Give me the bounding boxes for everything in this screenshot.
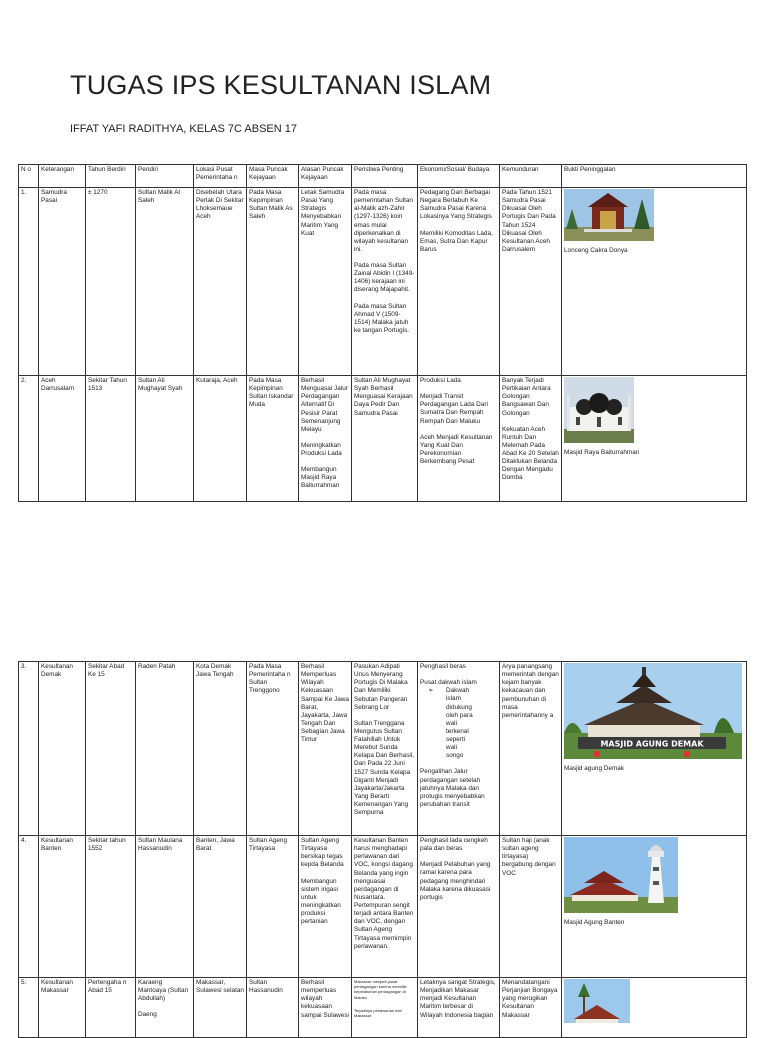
cell-tahun: Sekitar tahun 1552	[86, 836, 136, 978]
bukti-caption: Lonceng Cakra Donya	[564, 247, 628, 254]
header-masa: Masa Puncak Kejayaan	[247, 165, 299, 188]
cell-bukti	[562, 376, 747, 502]
cell-masa: Pada Masa Pemerintaha n Sultan Trenggono	[247, 662, 299, 836]
cell-peristiwa: Makassar menjadi pusat perdagangan karena memiliki kepelabuhan perdagangan di Maluku Terjadinya perlawanan dari Makassar	[352, 978, 418, 1038]
cell-pendiri: Sultan Malik Al Saleh	[136, 188, 194, 376]
cell-alasan: Berhasil Memperluas Wilayah Kekuasaan Sampai Ke Jawa Barat, Jayakarta, Jawa Tengah Dan Sebagian Jawa Timur	[299, 662, 352, 836]
bukti-caption: Masjid agung Demak	[564, 765, 625, 772]
cell-bukti	[562, 188, 747, 376]
cell-pendiri: Karaeng Mantoaya (Sultan Abdullah) Daeng	[136, 978, 194, 1038]
header-lokasi: Lokasi Pusat Pemerintaha n	[194, 165, 247, 188]
cell-masa: Sultan Ageng Tirtayasa	[247, 836, 299, 978]
lonceng-cakra-donya-photo	[564, 189, 654, 241]
makassar-heritage-photo	[564, 979, 630, 1023]
cell-no: 1.	[19, 188, 39, 376]
cell-alasan: Berhasil Menguasai Jalur Perdagangan Alternatif Di Pesisir Parat Semenanjung Melayu Meningkatkan Produksi Lada Membangun Masjid Raya Baiturrahman	[299, 376, 352, 502]
table-row	[19, 836, 747, 978]
cell-tahun: Sekitar Tahun 1513	[86, 376, 136, 502]
header-no: N o	[19, 165, 39, 188]
photo-sign-text: MASJID AGUNG DEMAK	[600, 739, 704, 749]
header-peristiwa: Peristiwa Penting	[352, 165, 418, 188]
bukti-caption: Masjid Agung Banten	[564, 919, 625, 926]
cell-keterangan: Kesultanan Demak	[39, 662, 86, 836]
cell-masa: Sultan Hassanudin	[247, 978, 299, 1038]
cell-no: 2.	[19, 376, 39, 502]
list-item: ➢ Dakwah islam didukung oleh para wali terkenal seperti wali songo	[428, 687, 473, 760]
cell-peristiwa: Kesultanan Banten harus menghadapi perlawanan dari VOC, kongsi dagang Belanda yang ingin menguasai perdagangan di Nusantara. Pertempuran sengit terjadi antara Banten dan VOC, dengan Sultan Ageng Tirtayasa memimpin perlawanan.	[352, 836, 418, 978]
cell-keterangan: Samudra Pasai	[39, 188, 86, 376]
cell-keterangan: Kesultanan Banten	[39, 836, 86, 978]
cell-masa: Pada Masa Kepimpinan Sultan Malik As Saleh	[247, 188, 299, 376]
cell-no: 3.	[19, 662, 39, 836]
kesultanan-table-page-2	[18, 661, 747, 1038]
cell-lokasi: Kutaraja, Aceh	[194, 376, 247, 502]
cell-kemunduran: Banyak Terjadi Pertikaian Antara Golongan Bangsawan Dan Golongan Kekuatan Aceh Runtuh Dan Melemah Pada Abad Ke 20 Setelah Ditaklukan Belanda Dengan Mengadu Domba	[500, 376, 562, 502]
cell-peristiwa: Sultan Ali Mughayat Syah Berhasil Menguasai Kerajaan Daya Pedir Dan Samudra Pasai	[352, 376, 418, 502]
header-alasan: Alasan Puncak Kejayaan	[299, 165, 352, 188]
cell-no: 5.	[19, 978, 39, 1038]
cell-lokasi: Kota Demak Jawa Tengah	[194, 662, 247, 836]
cell-ekonomi: Penghasil lada cengkeh pala dan beras Menjadi Pelabuhan yang ramai karena para pedagang menghindari Malaka karena dikuasasi portugis	[418, 836, 500, 978]
cell-kemunduran: Arya panangsang memerintah dengan kejam banyak kekacauan dan pembunuhan di masa pemerintahanny a	[500, 662, 562, 836]
cell-bukti	[562, 978, 747, 1038]
cell-peristiwa: Pada masa pemerintahan Sultan al-Malik azh-Zahir (1297-1326) koin emas mulai diperkenalkan di wilayah kesultanan ini. Pada masa Sultan Zainal Abidin I (1349-1406) kerajaan ini diserang Majapahit. Pada masa Sultan Ahmad V (1509-1514) Malaka jatuh ke tangan Portugis.	[352, 188, 418, 376]
cell-pendiri: Sultan Maulana Hassanudin	[136, 836, 194, 978]
cell-bukti	[562, 662, 747, 836]
header-keterangan: Keterangan	[39, 165, 86, 188]
cell-lokasi: Banten, Jawa Barat	[194, 836, 247, 978]
bukti-caption: Masjid Raya Baiturrahman	[564, 449, 640, 456]
header-ekonomi: Ekonomi/Sosial/ Budaya	[418, 165, 500, 188]
cell-pendiri: Sultan Ali Mughayat Syah	[136, 376, 194, 502]
cell-kemunduran: Sultan haji (anak sultan ageng tirtayasa) bergabung dengan VOC	[500, 836, 562, 978]
page-title: TUGAS IPS KESULTANAN ISLAM	[70, 70, 492, 100]
cell-bukti	[562, 836, 747, 978]
cell-lokasi: Makassar, Sulawesi selatan	[194, 978, 247, 1038]
table-row	[19, 188, 747, 376]
cell-ekonomi: Letaknya sangat Strategis, Menjadikan Makasar menjadi Kesultanan Maritim terbesar di Wilayah Indonesia bagian	[418, 978, 500, 1038]
cell-kemunduran: Pada Tahun 1521 Samudra Pasai Dikuasai Oleh Portugis Dan Pada Tahun 1524 Dikuasai Oleh Kesultanan Aceh Darrusalem	[500, 188, 562, 376]
cell-kemunduran: Menandatangani Perjanjian Bongaya yang merugikan Kesultanan Makassar	[500, 978, 562, 1038]
masjid-agung-demak-photo	[564, 663, 742, 759]
cell-tahun: Pertengaha n Abad 15	[86, 978, 136, 1038]
header-pendiri: Pendiri	[136, 165, 194, 188]
arrow-bullet-icon: ➢	[428, 687, 434, 695]
table-row	[19, 376, 747, 502]
masjid-agung-banten-photo	[564, 837, 678, 913]
cell-alasan: Berhasil memperluas wilayah kekuasaan sampai Sulawesi	[299, 978, 352, 1038]
cell-no: 4.	[19, 836, 39, 978]
header-tahun: Tahun Berdiri	[86, 165, 136, 188]
cell-lokasi: Disebelah Utara Perlak Di Sekitar Lhoksemaue Aceh	[194, 188, 247, 376]
table-header-row	[19, 165, 747, 188]
cell-ekonomi: Produksi Lada Menjadi Transit Perdagangan Lada Dari Sumatra Dan Rempah Rempah Dari Maluku Aceh Menjadi Kesultanan Yang Kuat Dan Perekonomian Berkembang Pesat	[418, 376, 500, 502]
cell-tahun: Sekitar Abad Ke 15	[86, 662, 136, 836]
cell-tahun: ± 1270	[86, 188, 136, 376]
cell-alasan: Letak Samudra Pasai Yang Strategis Menyebabkan Maritim Yang Kuat	[299, 188, 352, 376]
masjid-baiturrahman-photo	[564, 377, 634, 443]
cell-masa: Pada Masa Kepimpinan Sultan Iskandar Muda	[247, 376, 299, 502]
kesultanan-table-page-1	[18, 164, 747, 502]
table-row	[19, 978, 747, 1038]
cell-keterangan: Aceh Darrusalam	[39, 376, 86, 502]
header-bukti: Bukti Peninggalan	[562, 165, 747, 188]
header-kemunduran: Kemunduran	[500, 165, 562, 188]
cell-pendiri: Raden Patah	[136, 662, 194, 836]
table-row	[19, 662, 747, 836]
cell-keterangan: Kesultanan Makassar	[39, 978, 86, 1038]
cell-ekonomi: Pedagang Dari Berbagai Negara Berlabuh Ke Samudra Pasai Karena Lokasinya Yang Strategis Memiliki Komoditas Lada, Emas, Sutra Dan Kapur Barus	[418, 188, 500, 376]
cell-alasan: Sultan Ageng Tirtayasa bersikap tegas kepda Belanda Membangun sistem irigasi untuk meningkatkan produksi pertanian	[299, 836, 352, 978]
page-subtitle: IFFAT YAFI RADITHYA, KELAS 7C ABSEN 17	[70, 123, 298, 135]
cell-peristiwa: Pasukan Adipati Unus Menyerang Portugis Di Malaka Dan Memiliki Sebutan Pangeran Sebrang Lor Sultan Trenggana Mengutus Sultan Fatahillah Untuk Merebut Sunda Kelapa Dan Berhasil, Dan Pada 22 Juni 1527 Sunda Kelapa Diganti Menjadi Jayakarta/Jakarta Yang Berarti Kemenangan Yang Sempurna	[352, 662, 418, 836]
cell-ekonomi: Penghasil beras Pusat dakwah islam ➢ Dakwah islam didukung oleh para wali terkenal seperti wali songo Pengalihan Jalur perdagangan setelah jatuhnya Malaka dan protugis menyebabkan perubahan transit	[418, 662, 500, 836]
